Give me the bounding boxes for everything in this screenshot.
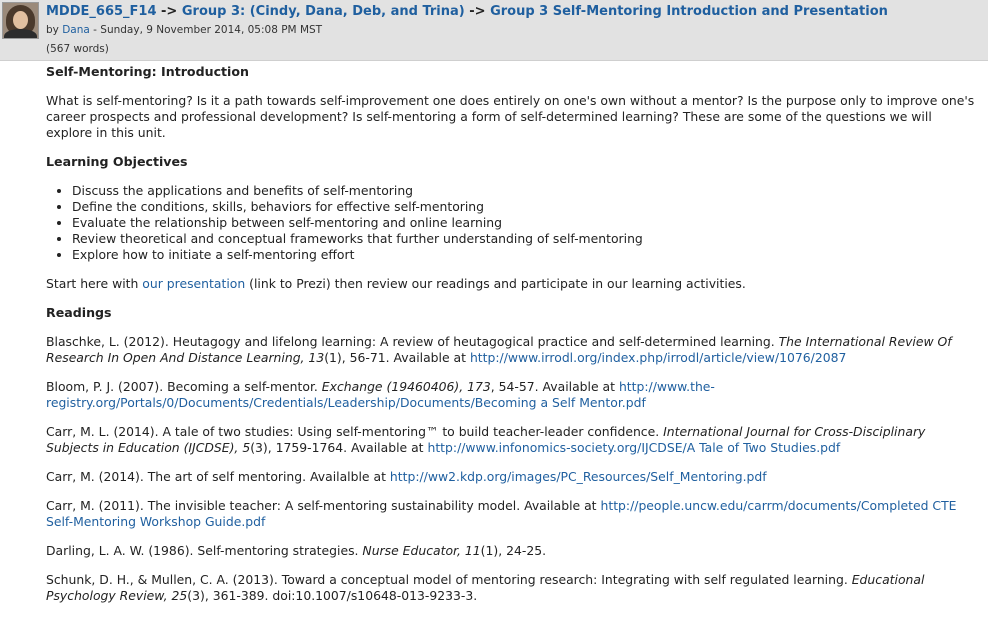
reading-item bbox=[46, 543, 978, 559]
objectives-list bbox=[46, 183, 978, 263]
reading-item bbox=[46, 334, 978, 366]
byline-prefix: by bbox=[46, 24, 63, 36]
word-count: (567 words) bbox=[46, 43, 109, 55]
reading-journal: The International Review Of Research In Open And Distance Learning, 13 bbox=[46, 334, 952, 365]
start-prefix: Start here with bbox=[46, 276, 143, 291]
reading-citation: Bloom, P. J. (2007). Becoming a self-mentor. bbox=[46, 379, 322, 394]
breadcrumb-separator: -> bbox=[464, 4, 491, 19]
reading-link[interactable]: http://people.uncw.edu/carrm/documents/Completed CTE Self-Mentoring Workshop Guide.pdf bbox=[46, 498, 957, 529]
reading-citation: Schunk, D. H., & Mullen, C. A. (2013). Toward a conceptual model of mentoring research: Integrating with self regulated learning. bbox=[46, 572, 852, 587]
start-paragraph bbox=[46, 276, 978, 292]
reading-journal: Exchange (19460406), 173 bbox=[321, 379, 491, 394]
reading-citation: Blaschke, L. (2012). Heutagogy and lifelong learning: A review of heutagogical practice and self-determined learning. bbox=[46, 334, 779, 349]
reading-details: , 54-57. Available at bbox=[490, 379, 619, 394]
list-item: • Explore how to initiate a self-mentoring effort bbox=[72, 247, 978, 263]
reading-item bbox=[46, 498, 978, 530]
reading-journal: Nurse Educator, 11 bbox=[362, 543, 481, 558]
readings-heading: Readings bbox=[46, 305, 112, 320]
avatar[interactable] bbox=[2, 2, 39, 39]
reading-item bbox=[46, 469, 978, 485]
start-suffix: (link to Prezi) then review our readings and participate in our learning activities. bbox=[245, 276, 746, 291]
breadcrumb-course-link[interactable]: MDDE_665_F14 bbox=[46, 4, 157, 19]
reading-citation: Carr, M. L. (2014). A tale of two studies: Using self-mentoring™ to build teacher-leader confidence. bbox=[46, 424, 664, 439]
breadcrumb bbox=[46, 4, 888, 19]
reading-citation: Darling, L. A. W. (1986). Self-mentoring strategies. bbox=[46, 543, 363, 558]
breadcrumb-separator: -> bbox=[156, 4, 182, 19]
post-content bbox=[46, 64, 978, 617]
reading-citation: Carr, M. (2011). The invisible teacher: A self-mentoring sustainability model. Available at bbox=[46, 498, 601, 513]
reading-citation: Carr, M. (2014). The art of self mentoring. Availalble at bbox=[46, 469, 390, 484]
list-item: • Review theoretical and conceptual frameworks that further understanding of self-mentoring bbox=[72, 231, 978, 247]
intro-heading: Self-Mentoring: Introduction bbox=[46, 64, 249, 79]
list-item: • Define the conditions, skills, behaviors for effective self-mentoring bbox=[72, 199, 978, 215]
reading-item bbox=[46, 572, 978, 604]
objectives-heading: Learning Objectives bbox=[46, 154, 188, 169]
breadcrumb-group-link[interactable]: Group 3: (Cindy, Dana, Deb, and Trina) bbox=[181, 4, 465, 19]
reading-item bbox=[46, 379, 978, 411]
reading-link[interactable]: http://www.irrodl.org/index.php/irrodl/article/view/1076/2087 bbox=[469, 350, 847, 365]
byline bbox=[46, 24, 322, 36]
presentation-link[interactable]: our presentation bbox=[142, 276, 246, 291]
reading-item bbox=[46, 424, 978, 456]
post-date: - Sunday, 9 November 2014, 05:08 PM MST bbox=[89, 24, 323, 36]
reading-details: (3), 361-389. doi:10.1007/s10648-013-9233-3. bbox=[187, 588, 478, 603]
reading-journal: Educational Psychology Review, 25 bbox=[46, 572, 925, 603]
reading-journal: International Journal for Cross-Disciplinary Subjects in Education (IJCDSE), 5 bbox=[46, 424, 926, 455]
list-item: • Evaluate the relationship between self-mentoring and online learning bbox=[72, 215, 978, 231]
list-item: • Discuss the applications and benefits of self-mentoring bbox=[72, 183, 978, 199]
reading-link[interactable]: http://www.infonomics-society.org/IJCDSE/A Tale of Two Studies.pdf bbox=[427, 440, 841, 455]
post-header bbox=[0, 0, 988, 61]
breadcrumb-topic-link[interactable]: Group 3 Self-Mentoring Introduction and Presentation bbox=[490, 4, 888, 19]
reading-link[interactable]: http://ww2.kdp.org/images/PC_Resources/Self_Mentoring.pdf bbox=[389, 469, 767, 484]
intro-paragraph: What is self-mentoring? Is it a path towards self-improvement one does entirely on one's own without a mentor? Is the purpose only to improve one's career prospects and professional development? Is self-mentoring a form of self-determined learning? These are some of the questions we will explore in this unit. bbox=[46, 93, 975, 140]
reading-details: (1), 24-25. bbox=[480, 543, 547, 558]
author-link[interactable]: Dana bbox=[62, 24, 90, 36]
avatar-face bbox=[13, 11, 28, 29]
reading-details: (3), 1759-1764. Available at bbox=[250, 440, 428, 455]
reading-link[interactable]: http://www.the-registry.org/Portals/0/Documents/Credentials/Leadership/Documents/Becoming a Self Mentor.pdf bbox=[46, 379, 715, 410]
avatar-shoulders bbox=[4, 29, 37, 39]
reading-details: (1), 56-71. Available at bbox=[324, 350, 470, 365]
